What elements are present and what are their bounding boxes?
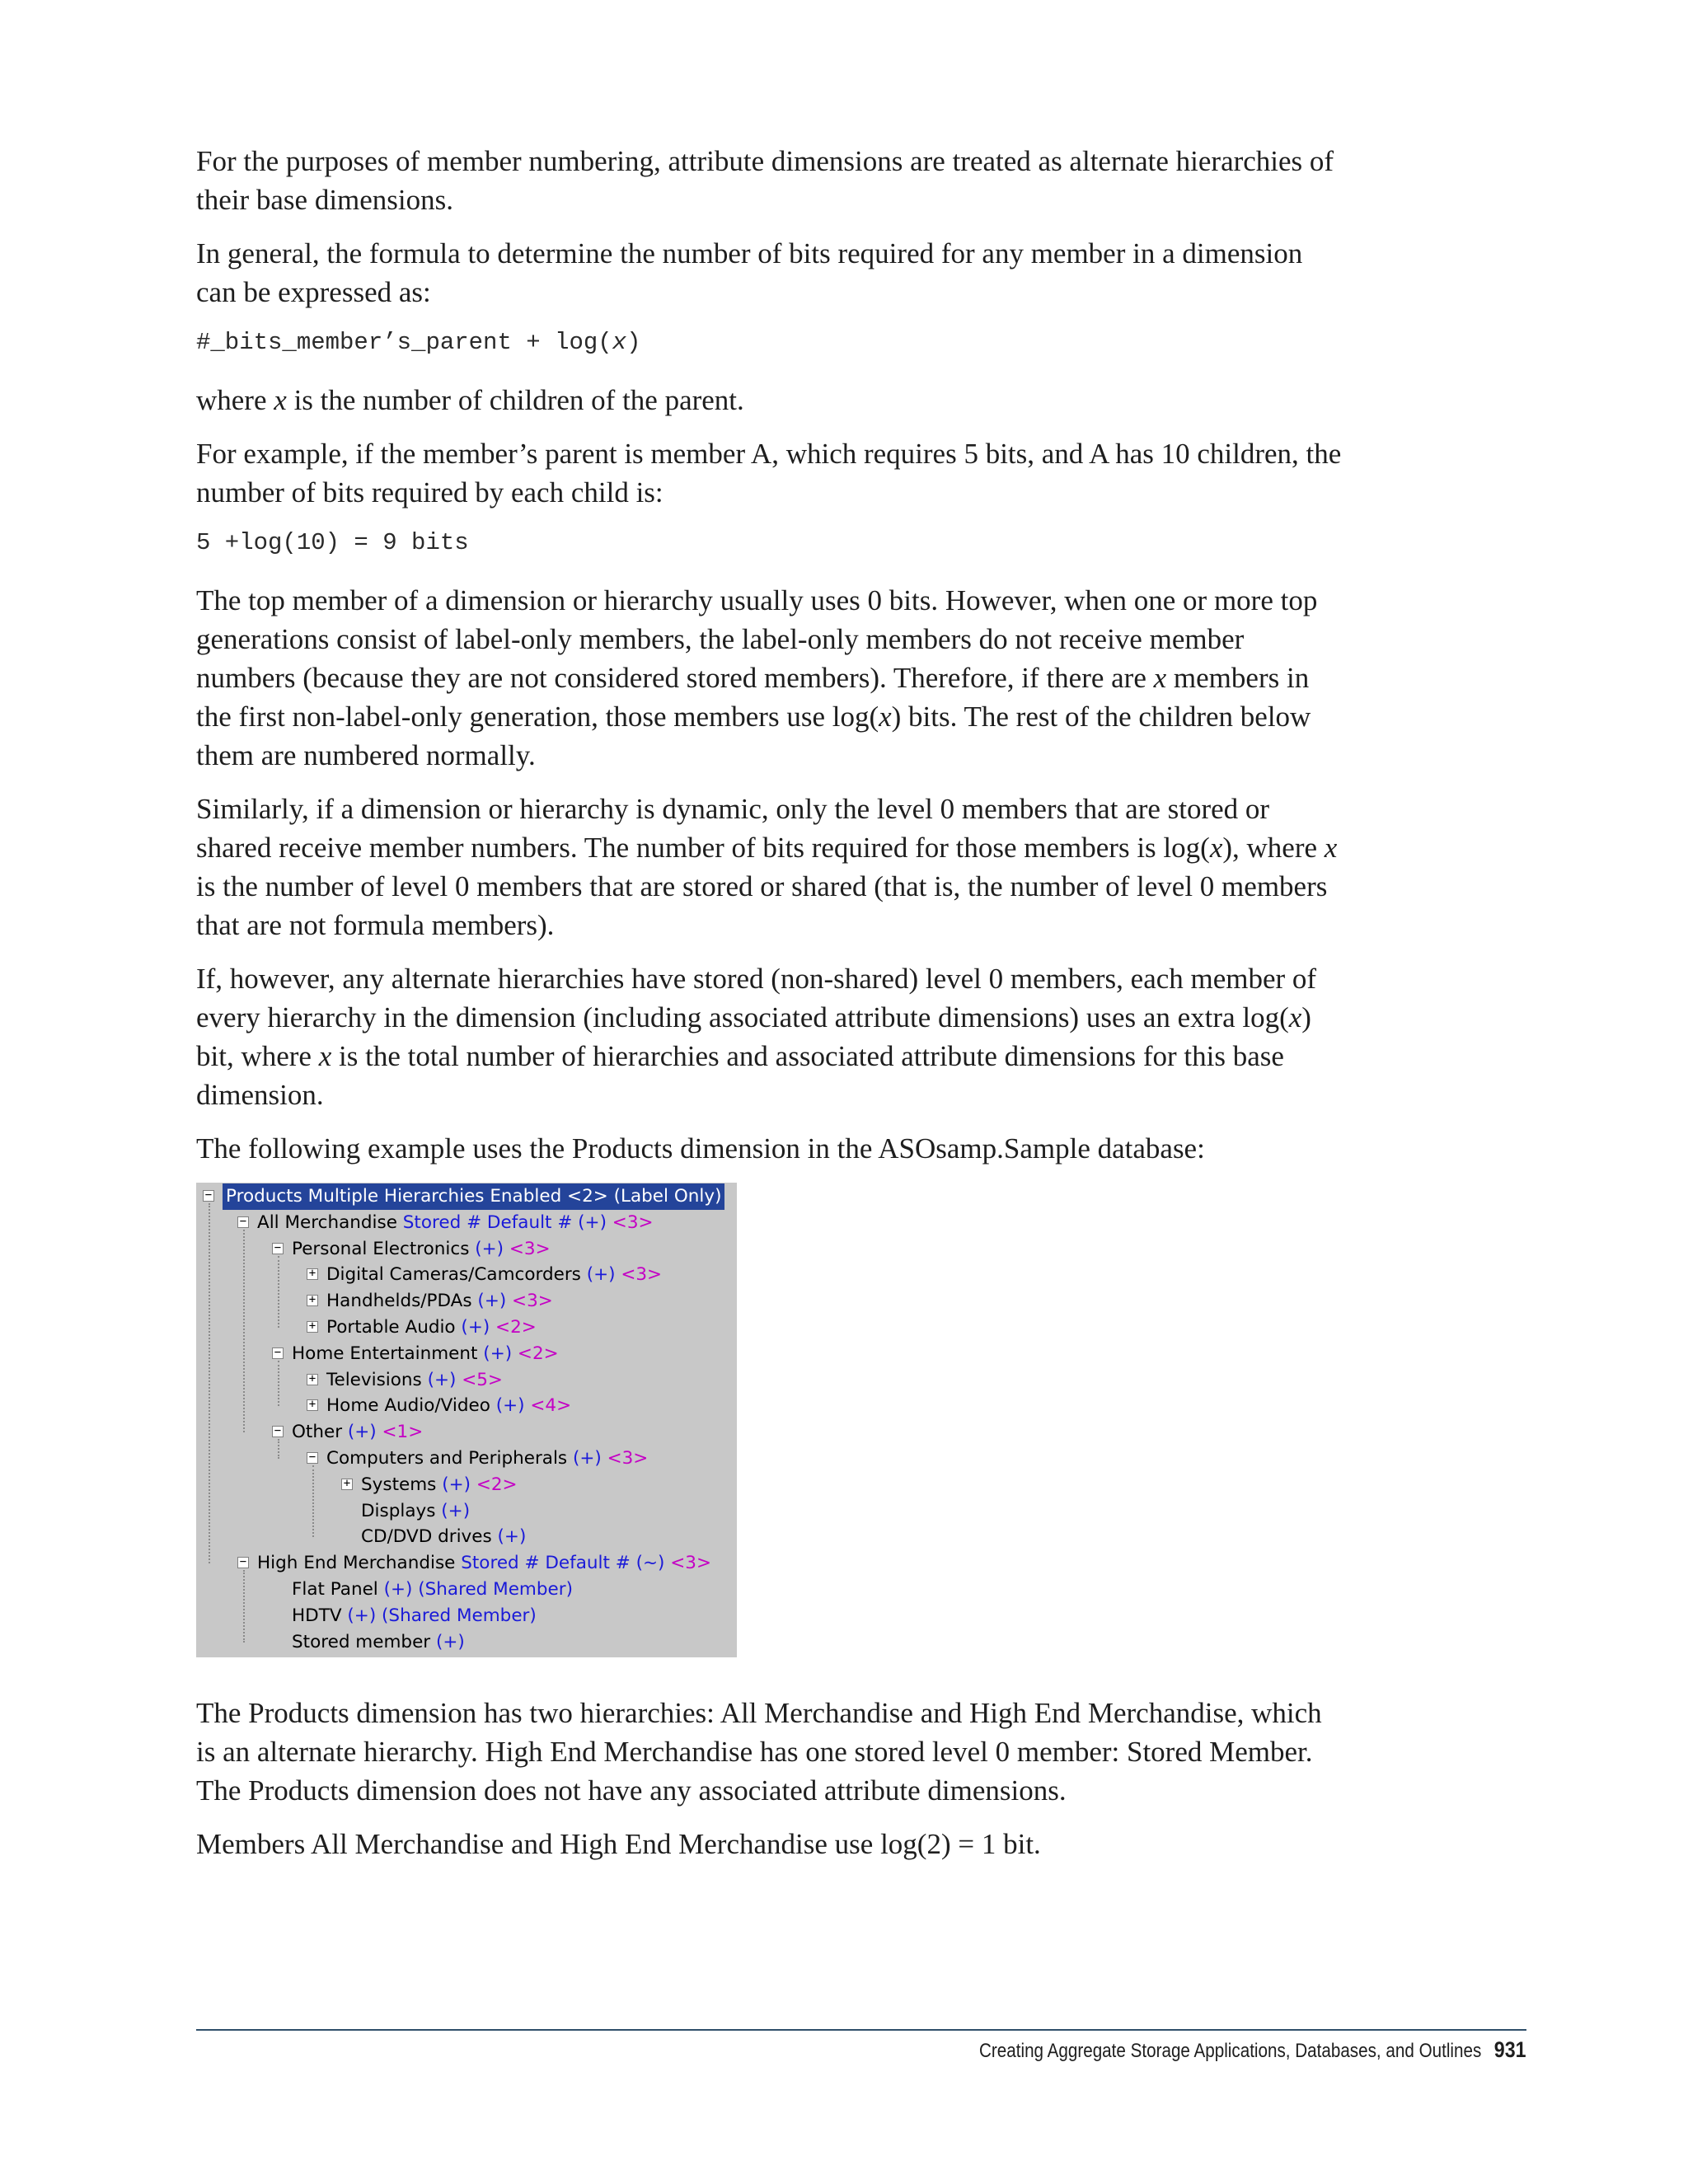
tree-node-label: CD/DVD drives (+) (361, 1526, 527, 1548)
tree-node-label: Handhelds/PDAs (+) <3> (326, 1291, 553, 1312)
child-count: <1> (376, 1422, 424, 1443)
footer-chapter-title: Creating Aggregate Storage Applications, Databases, and Outlines (979, 2040, 1482, 2062)
child-count: <3> (506, 1291, 553, 1312)
outline-tree-screenshot (196, 1183, 737, 1657)
tree-node-label: Displays (+) (361, 1500, 471, 1521)
child-count: <2> (490, 1317, 537, 1338)
child-count: <2> (512, 1343, 559, 1364)
paragraph-2: In general, the formula to determine the number of bits required for any member in a dimension can be expressed as: (196, 237, 1303, 308)
collapse-icon[interactable]: − (203, 1190, 214, 1202)
member-properties: (+) (430, 1631, 465, 1652)
paragraph-8: The following example uses the Products dimension in the ASOsamp.Sample database: (196, 1132, 1205, 1165)
tree-node-label: Systems (+) <2> (361, 1474, 518, 1495)
member-properties: (+) (491, 1526, 527, 1548)
paragraph-10: Members All Merchandise and High End Merchandise use log(2) = 1 bit. (196, 1828, 1041, 1860)
child-count: <3> (504, 1238, 551, 1259)
member-properties: (+) (469, 1238, 504, 1259)
member-properties: (+) (435, 1500, 471, 1521)
tree-connector (278, 1256, 279, 1328)
tree-node-label: Products Multiple Hierarchies Enabled <2> (Label Only) (223, 1183, 724, 1210)
paragraph-7: If, however, any alternate hierarchies have stored (non-shared) level 0 members, each member of every hierarchy in the dimension (including associated attribute dimensions) uses an extra log(x) bit, where x is the total number of hierarchies and associated attribute dimensions for this base dimension. (196, 963, 1317, 1111)
expand-icon[interactable]: + (307, 1321, 318, 1333)
tree-node-label: Home Audio/Video (+) <4> (326, 1395, 572, 1417)
child-count: <3> (664, 1553, 711, 1574)
tree-node-label: Personal Electronics (+) <3> (292, 1238, 551, 1259)
tree-node-label: High End Merchandise Stored # Default # (~) <3> (257, 1553, 711, 1574)
child-count: <3> (606, 1212, 654, 1233)
tree-connector (243, 1570, 245, 1642)
paragraph-5: The top member of a dimension or hierarchy usually uses 0 bits. However, when one or more top generations consist of label-only members, the label-only members do not receive member numbers (because they are not considered stored members). Therefore, if there are x members in the first non-label-only generation, those members use log(x) bits. The rest of the children below them are numbered normally. (196, 584, 1318, 771)
child-count: <2> (471, 1474, 518, 1495)
collapse-icon[interactable]: − (272, 1426, 284, 1437)
tree-node-label: HDTV (+) (Shared Member) (292, 1605, 537, 1626)
child-count: <5> (456, 1369, 503, 1390)
collapse-icon[interactable]: − (272, 1243, 284, 1254)
member-properties: (+) (477, 1343, 513, 1364)
paragraph-6: Similarly, if a dimension or hierarchy is dynamic, only the level 0 members that are stored or shared receive member numbers. The number of bits required for those members is log(x), where x is the number of level 0 members that are stored or shared (that is, the number of level 0 members that are not formula members). (196, 793, 1338, 941)
page-content (196, 142, 1342, 1878)
collapse-icon[interactable]: − (307, 1452, 318, 1464)
tree-connector (209, 1203, 210, 1563)
tree-node-label: Portable Audio (+) <2> (326, 1317, 537, 1338)
expand-icon[interactable]: + (307, 1295, 318, 1306)
member-properties: (+) (471, 1291, 507, 1312)
member-properties: (+) (Shared Member) (377, 1579, 573, 1600)
tree-node-label: Home Entertainment (+) <2> (292, 1343, 559, 1364)
member-properties: Stored # Default # (~) (455, 1553, 665, 1574)
member-properties: (+) (421, 1369, 457, 1390)
page-number: 931 (1494, 2037, 1526, 2062)
tree-connector (278, 1361, 279, 1407)
formula-code: #_bits_member’s_parent + log(x) (196, 329, 641, 356)
child-count: <4> (524, 1395, 572, 1417)
paragraph-9: The Products dimension has two hierarchies: All Merchandise and High End Merchandise, which is an alternate hierarchy. High End Merchandise has one stored level 0 member: Stored Member. The Products dimension does not have any associated attribute dimensions. (196, 1697, 1322, 1807)
member-properties: (+) (567, 1448, 602, 1469)
member-properties: Stored # Default # (+) (396, 1212, 607, 1233)
tree-node-label: All Merchandise Stored # Default # (+) <3> (257, 1212, 654, 1233)
member-properties: (+) (490, 1395, 525, 1417)
expand-icon[interactable]: + (307, 1399, 318, 1411)
child-count: <3> (615, 1264, 663, 1286)
paragraph-4: For example, if the member’s parent is member A, which requires 5 bits, and A has 10 children, the number of bits required by each child is: (196, 438, 1342, 509)
expand-icon[interactable]: + (307, 1374, 318, 1385)
footer-rule (196, 2029, 1526, 2031)
tree-connector (312, 1465, 314, 1537)
expand-icon[interactable]: + (307, 1268, 318, 1280)
tree-node-label: Stored member (+) (292, 1631, 465, 1652)
member-properties: (+) (580, 1264, 616, 1286)
tree-node-label: Computers and Peripherals (+) <3> (326, 1448, 649, 1469)
tree-node-label: Other (+) <1> (292, 1422, 424, 1443)
tree-connector (278, 1439, 279, 1459)
paragraph-1: For the purposes of member numbering, attribute dimensions are treated as alternate hierarchies of their base dimensions. (196, 145, 1334, 216)
member-properties: (+) (Shared Member) (341, 1605, 537, 1626)
collapse-icon[interactable]: − (237, 1216, 249, 1228)
collapse-icon[interactable]: − (237, 1557, 249, 1568)
collapse-icon[interactable]: − (272, 1347, 284, 1359)
paragraph-3: where x is the number of children of the parent. (196, 384, 744, 416)
page-footer (979, 2037, 1526, 2063)
expand-icon[interactable]: + (341, 1479, 353, 1490)
member-properties: (+) (342, 1422, 377, 1443)
tree-node-label: Digital Cameras/Camcorders (+) <3> (326, 1264, 663, 1286)
tree-node-label: Televisions (+) <5> (326, 1369, 503, 1390)
tree-connector (243, 1230, 245, 1432)
child-count: <3> (601, 1448, 649, 1469)
tree-node-label: Flat Panel (+) (Shared Member) (292, 1579, 573, 1600)
member-properties: (+) (436, 1474, 471, 1495)
member-properties: (+) (455, 1317, 490, 1338)
example-code: 5 +log(10) = 9 bits (196, 529, 469, 556)
